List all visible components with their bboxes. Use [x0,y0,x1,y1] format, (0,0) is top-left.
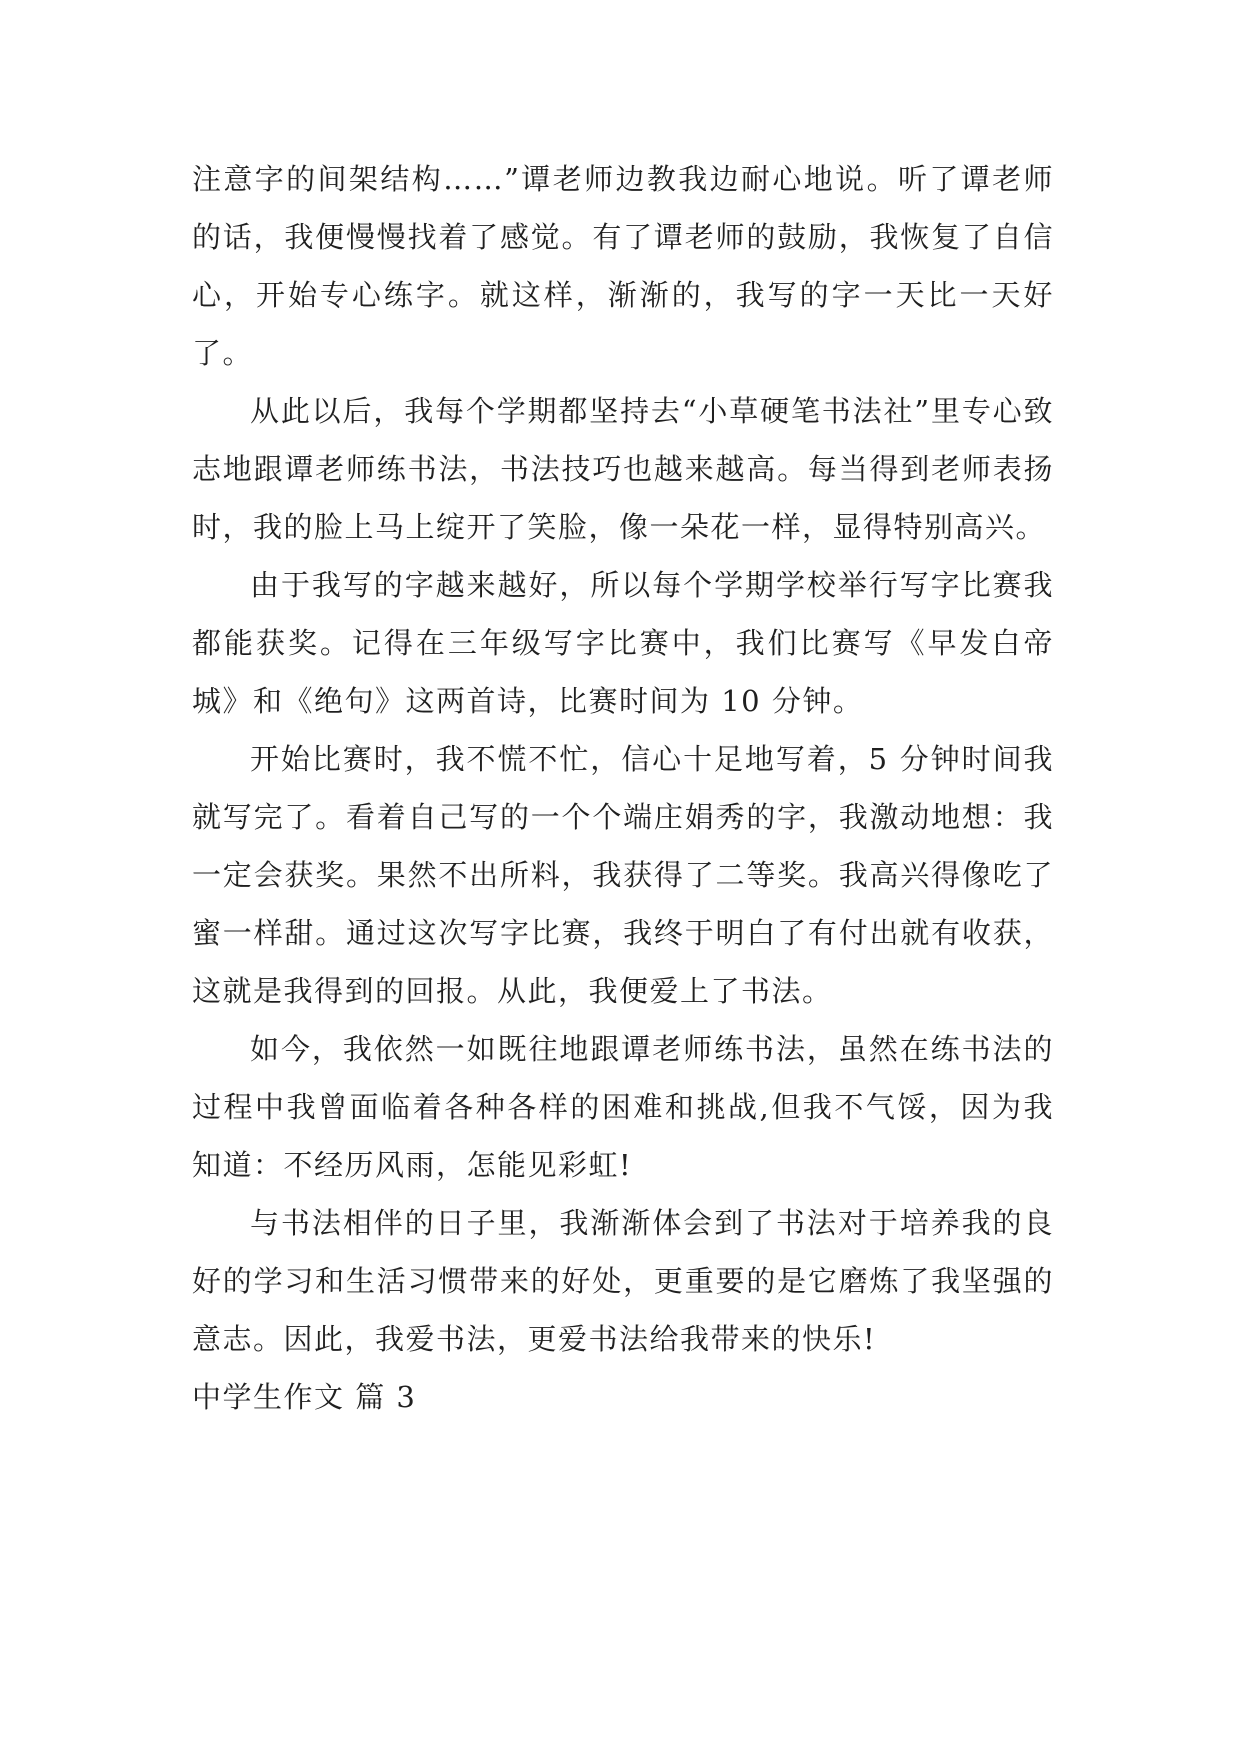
document-page [192,150,1054,1426]
paragraph-2: 从此以后，我每个学期都坚持去“小草硬笔书法社”里专心致志地跟谭老师练书法，书法技巧也越来越高。每当得到老师表扬时，我的脸上马上绽开了笑脸，像一朵花一样，显得特别高兴。 [192,394,1054,544]
paragraph-4: 开始比赛时，我不慌不忙，信心十足地写着，5 分钟时间我就写完了。看着自己写的一个个端庄娟秀的字，我激动地想：我一定会获奖。果然不出所料，我获得了二等奖。我高兴得像吃了蜜一样甜。通过这次写字比赛，我终于明白了有付出就有收获，这就是我得到的回报。从此，我便爱上了书法。 [192,742,1054,1008]
paragraph-5: 如今，我依然一如既往地跟谭老师练书法，虽然在练书法的过程中我曾面临着各种各样的困难和挑战,但我不气馁，因为我知道：不经历风雨，怎能见彩虹! [192,1032,1054,1182]
paragraph-1: 注意字的间架结构……”谭老师边教我边耐心地说。听了谭老师的话，我便慢慢找着了感觉。有了谭老师的鼓励，我恢复了自信心，开始专心练字。就这样，渐渐的，我写的字一天比一天好了。 [192,162,1054,370]
paragraph-6: 与书法相伴的日子里，我渐渐体会到了书法对于培养我的良好的学习和生活习惯带来的好处，更重要的是它磨炼了我坚强的意志。因此，我爱书法，更爱书法给我带来的快乐! [192,1206,1054,1356]
paragraph-3: 由于我写的字越来越好，所以每个学期学校举行写字比赛我都能获奖。记得在三年级写字比赛中，我们比赛写《早发白帝城》和《绝句》这两首诗，比赛时间为 10 分钟。 [192,568,1054,718]
section-heading: 中学生作文 篇 3 [192,1380,417,1414]
